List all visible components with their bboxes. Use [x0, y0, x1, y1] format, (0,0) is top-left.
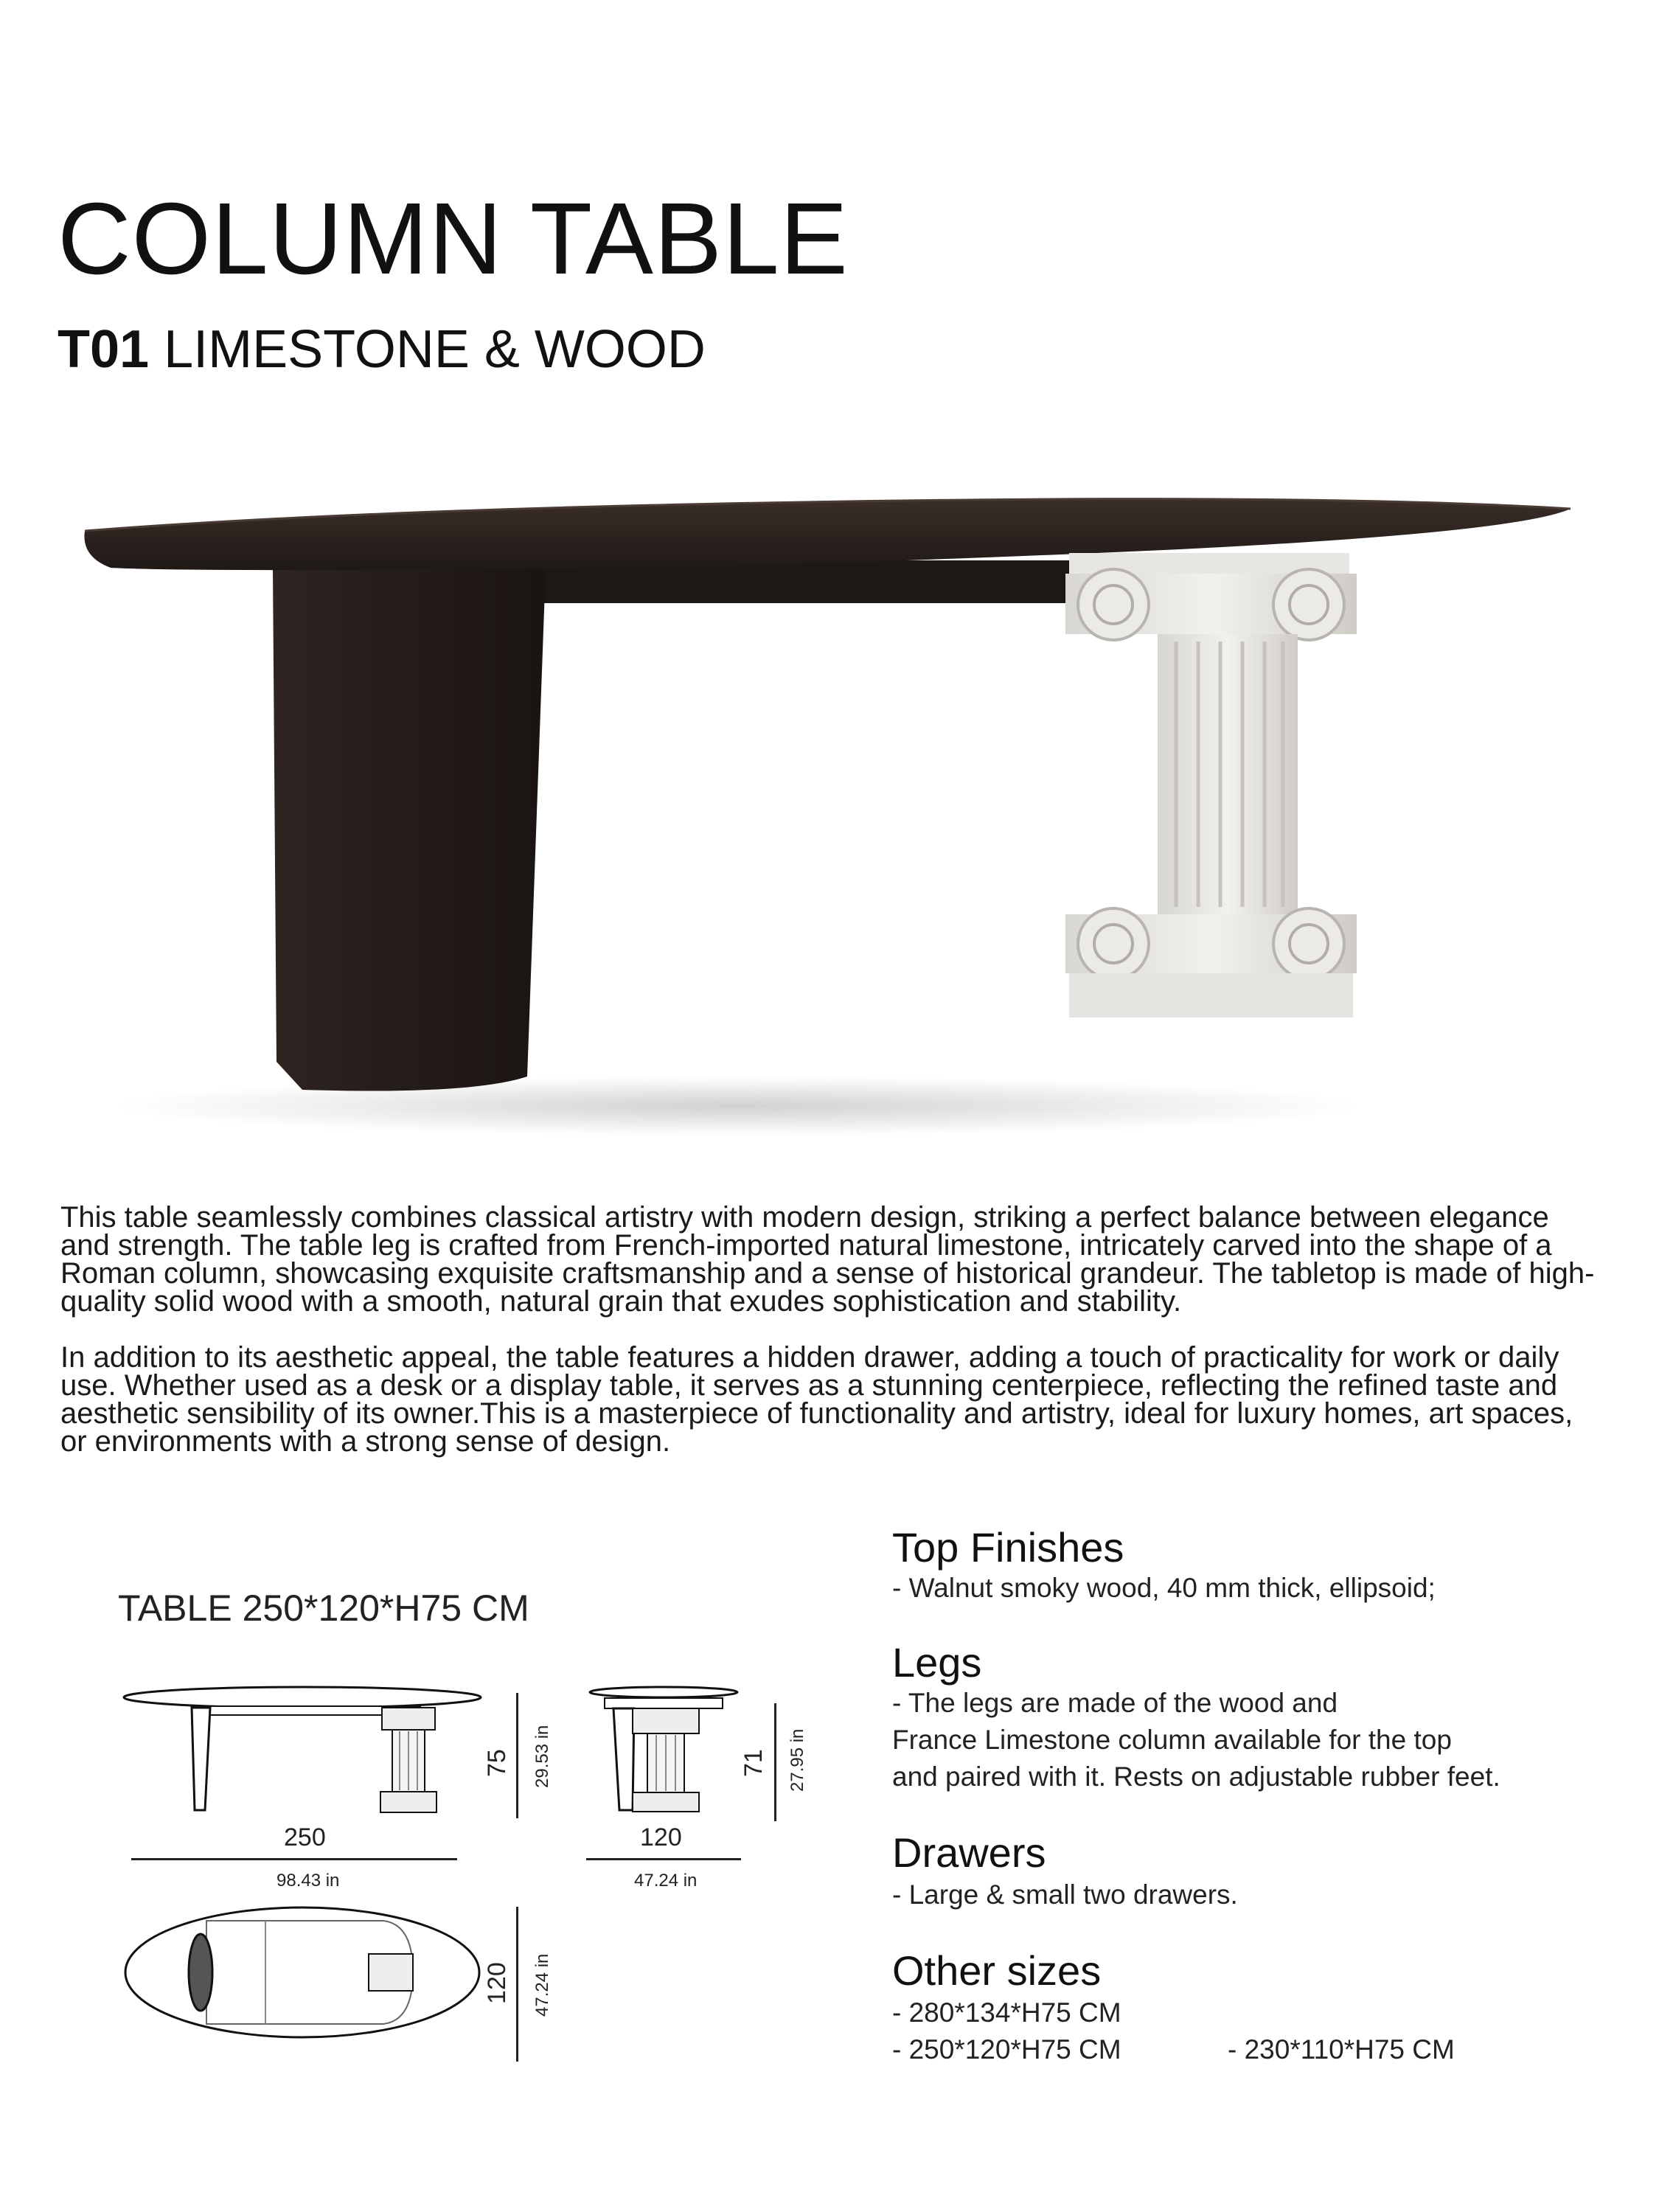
front-width-in: 98.43 in — [276, 1871, 340, 1891]
wood-leg — [273, 569, 546, 1091]
front-height-line — [516, 1693, 518, 1818]
size-option-2: - 250*120*H75 CM — [892, 2034, 1121, 2065]
drawers-heading: Drawers — [892, 1829, 1046, 1876]
other-sizes-heading: Other sizes — [892, 1947, 1102, 1994]
side-height-in: 27.95 in — [787, 1728, 807, 1792]
front-width-line — [131, 1858, 457, 1860]
top-view-drawing — [118, 1902, 487, 2042]
page-title: COLUMN TABLE — [58, 182, 849, 296]
front-height-in: 29.53 in — [532, 1725, 552, 1788]
legs-line-2: France Limestone column available for the top — [892, 1725, 1452, 1755]
dimensions-title: TABLE 250*120*H75 CM — [118, 1587, 529, 1629]
top-depth-in: 47.24 in — [532, 1953, 552, 2017]
front-view-drawing — [118, 1681, 487, 1821]
side-width-cm: 120 — [640, 1823, 682, 1851]
front-width-cm: 250 — [284, 1823, 326, 1851]
side-height-line — [774, 1703, 776, 1821]
top-depth-line — [516, 1907, 518, 2062]
top-finishes-text: - Walnut smoky wood, 40 mm thick, ellipsoid; — [892, 1573, 1436, 1603]
description-paragraph-2: In addition to its aesthetic appeal, the table features a hidden drawer, adding a touch of practicality for work or daily use. Whether used as a desk or a display table, it serves as a stunning centerpiece, reflecting the refined taste and aesthetic sensibility of its owner.This is a masterpiece of functionality and artistry, ideal for luxury homes, art spaces, or environments with a strong sense of design. — [60, 1341, 1573, 1458]
top-finishes-heading: Top Finishes — [892, 1524, 1124, 1571]
legs-line-1: - The legs are made of the wood and — [892, 1688, 1338, 1718]
side-height-cm: 71 — [740, 1749, 768, 1777]
top-depth-cm: 120 — [483, 1962, 511, 2004]
side-width-in: 47.24 in — [634, 1871, 698, 1891]
page-subtitle — [58, 320, 706, 379]
size-option-1: - 280*134*H75 CM — [892, 1997, 1121, 2028]
model-code: T01 — [58, 320, 150, 379]
legs-line-3: and paired with it. Rests on adjustable rubber feet. — [892, 1761, 1500, 1792]
size-option-3: - 230*110*H75 CM — [1228, 2034, 1455, 2065]
model-name: LIMESTONE & WOOD — [164, 320, 706, 379]
side-view-drawing — [582, 1685, 745, 1818]
limestone-column — [1065, 553, 1357, 1018]
description-paragraph-1: This table seamlessly combines classical artistry with modern design, striking a perfect balance between elegance and strength. The table leg is crafted from French-imported natural limestone, intricately carved into the shape of a Roman column, showcasing exquisite craftsmanship and a sense of historical grandeur. The tabletop is made of high-quality solid wood with a smooth, natural grain that exudes sophistication and stability. — [60, 1201, 1595, 1318]
table-product-image — [74, 487, 1585, 1150]
side-width-line — [586, 1858, 741, 1860]
front-height-cm: 75 — [483, 1749, 511, 1777]
legs-heading: Legs — [892, 1639, 982, 1686]
drawers-text: - Large & small two drawers. — [892, 1879, 1238, 1910]
